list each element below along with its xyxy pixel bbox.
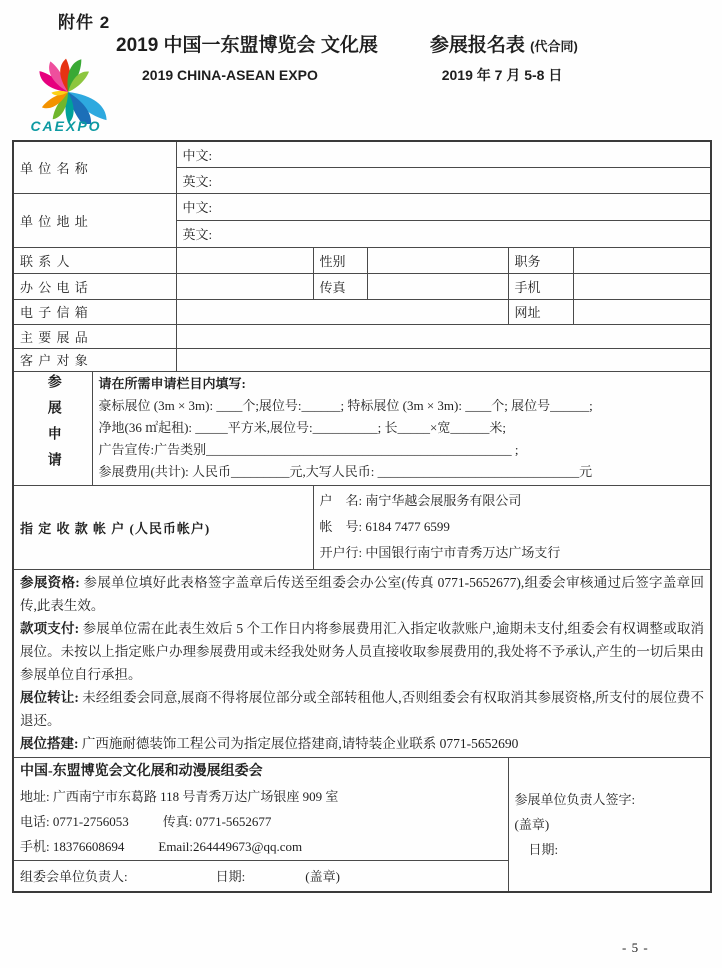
contact-value-cell xyxy=(176,247,313,273)
account-bank: 开户行: 中国银行南宁市青秀万达广场支行 xyxy=(319,545,561,560)
exhibits-label: 主 要 展 品 xyxy=(13,324,176,348)
term-qualification-text: 参展单位填好此表格签字盖章后传送至组委会办公室(传真 0771-5652677),组委会审核通过后签字盖章回传,此表生效。 xyxy=(20,575,704,613)
form-subtitle xyxy=(116,65,716,85)
term-qualification xyxy=(20,571,704,617)
attachment-label: 附件 2 xyxy=(58,13,111,32)
organizer-seal-label: (盖章) xyxy=(305,869,340,885)
email-row xyxy=(13,299,711,324)
caexpo-logo xyxy=(16,40,116,138)
organizer-address: 地址: 广西南宁市东葛路 118 号青秀万达广场银座 909 室 xyxy=(20,788,339,804)
caexpo-logo-burst xyxy=(16,40,116,124)
subtitle-expo-en: 2019 CHINA-ASEAN EXPO xyxy=(142,67,318,83)
terms-cell xyxy=(13,569,711,757)
unit-address-cn-cell: 中文: xyxy=(176,193,711,220)
term-payment xyxy=(20,617,704,686)
unit-address-cn-row xyxy=(13,193,711,220)
organizer-email: Email:264449673@qq.com xyxy=(158,838,303,854)
email-label: 电 子 信 箱 xyxy=(13,299,176,324)
organizer-info-cell xyxy=(13,757,508,860)
exhibits-value-cell xyxy=(176,324,711,348)
application-label: 参展申请 xyxy=(45,374,61,478)
mobile-value-cell xyxy=(573,273,711,299)
application-intro: 请在所需申请栏目内填写: xyxy=(98,376,246,391)
organizer-mobile: 手机: 18376608694 xyxy=(20,838,125,854)
mobile-label: 手机 xyxy=(508,273,573,299)
term-construction xyxy=(20,732,704,755)
unit-address-label: 单 位 地 址 xyxy=(13,193,176,247)
unit-address-en-cell: 英文: xyxy=(176,220,711,247)
form-title xyxy=(116,30,716,57)
application-content-cell xyxy=(92,371,711,485)
exhibitor-signature-label: 参展单位负责人签字: xyxy=(514,791,636,807)
fax-value-cell xyxy=(367,273,508,299)
title-contract-note: (代合同) xyxy=(530,39,578,54)
term-payment-title: 款项支付: xyxy=(20,621,80,636)
contact-row xyxy=(13,247,711,273)
exhibitor-seal-label: (盖章) xyxy=(514,816,550,832)
application-row xyxy=(13,371,711,485)
unit-name-cn-cell: 中文: xyxy=(176,141,711,167)
organizer-responsible-label: 组委会单位负责人: xyxy=(20,869,128,885)
caexpo-wordmark: CAEXPO xyxy=(30,118,102,134)
registration-form-table xyxy=(12,140,712,893)
organizer-row xyxy=(13,757,711,860)
exhibitor-date-label: 日期: xyxy=(528,841,559,857)
contact-label: 联 系 人 xyxy=(13,247,176,273)
term-payment-text: 参展单位需在此表生效后 5 个工作日内将参展费用汇入指定收款账户,逾期未支付,组委会有权调整或取消展位。未按以上指定账户办理参展费用或未经我处财务人员直接收取参展费用的,我处将不予承认,产生的一切后果由参展单位自行承担。 xyxy=(20,621,705,682)
exhibitor-signature-cell xyxy=(508,757,711,892)
office-phone-value-cell xyxy=(176,273,313,299)
term-transfer-title: 展位转让: xyxy=(20,690,79,705)
gender-label: 性别 xyxy=(313,247,367,273)
subtitle-date: 2019 年 7 月 5-8 日 xyxy=(441,67,563,83)
position-label: 职务 xyxy=(508,247,573,273)
organizer-fax: 传真: 0771-5652677 xyxy=(162,813,272,829)
title-expo-cn: 2019 中国一东盟博览会 文化展 xyxy=(116,35,378,56)
fax-label: 传真 xyxy=(313,273,367,299)
unit-name-label: 单 位 名 称 xyxy=(13,141,176,193)
application-raw-space-line: 净地(36 ㎡起租): _____平方米,展位号:__________; 长_____×宽______米; xyxy=(98,420,506,435)
application-standard-booth-line: 豪标展位 (3m × 3m): ____个;展位号:______; 特标展位 (3m × 3m): ____个; 展位号______; xyxy=(98,398,593,413)
term-construction-title: 展位搭建: xyxy=(20,736,79,751)
payment-account-row xyxy=(13,485,711,569)
form-title-block xyxy=(116,30,716,85)
organizer-signature-cell xyxy=(13,860,508,892)
organizer-phone-fax xyxy=(20,809,502,834)
application-fee-line: 参展费用(共计): 人民币_________元,大写人民币: _______________________________元 xyxy=(98,464,593,479)
terms-row xyxy=(13,569,711,757)
website-value-cell xyxy=(573,299,711,324)
term-construction-text: 广西施耐德装饰工程公司为指定展位搭建商,请特装企业联系 0771-5652690 xyxy=(78,736,519,751)
payment-account-label: 指 定 收 款 帐 户 (人民币帐户) xyxy=(13,485,313,569)
organizer-name: 中国-东盟博览会文化展和动漫展组委会 xyxy=(20,763,263,779)
organizer-date-label: 日期: xyxy=(215,869,246,885)
organizer-mobile-email xyxy=(20,834,502,859)
title-form-name: 参展报名表 xyxy=(429,35,525,56)
page-number: - 5 - xyxy=(622,940,649,955)
gender-value-cell xyxy=(367,247,508,273)
application-label-cell xyxy=(13,371,92,485)
position-value-cell xyxy=(573,247,711,273)
website-label: 网址 xyxy=(508,299,573,324)
exhibits-row xyxy=(13,324,711,348)
term-transfer-text: 未经组委会同意,展商不得将展位部分或全部转租他人,否则组委会有权取消其参展资格,所支付的展位费不退还。 xyxy=(20,690,705,728)
office-phone-label: 办 公 电 话 xyxy=(13,273,176,299)
office-phone-row xyxy=(13,273,711,299)
account-number: 帐 号: 6184 7477 6599 xyxy=(319,519,450,534)
customers-label: 客 户 对 象 xyxy=(13,348,176,371)
customers-value-cell xyxy=(176,348,711,371)
account-holder: 户 名: 南宁华越会展服务有限公司 xyxy=(319,493,522,508)
unit-name-en-cell: 英文: xyxy=(176,167,711,193)
customers-row xyxy=(13,348,711,371)
unit-name-cn-row xyxy=(13,141,711,167)
email-value-cell xyxy=(176,299,508,324)
term-transfer xyxy=(20,686,704,732)
payment-account-detail-cell xyxy=(313,485,711,569)
organizer-phone: 电话: 0771-2756053 xyxy=(20,813,129,829)
application-advertising-line: 广告宣传:广告类别_______________________________________________ ; xyxy=(98,442,519,457)
term-qualification-title: 参展资格: xyxy=(20,575,80,590)
